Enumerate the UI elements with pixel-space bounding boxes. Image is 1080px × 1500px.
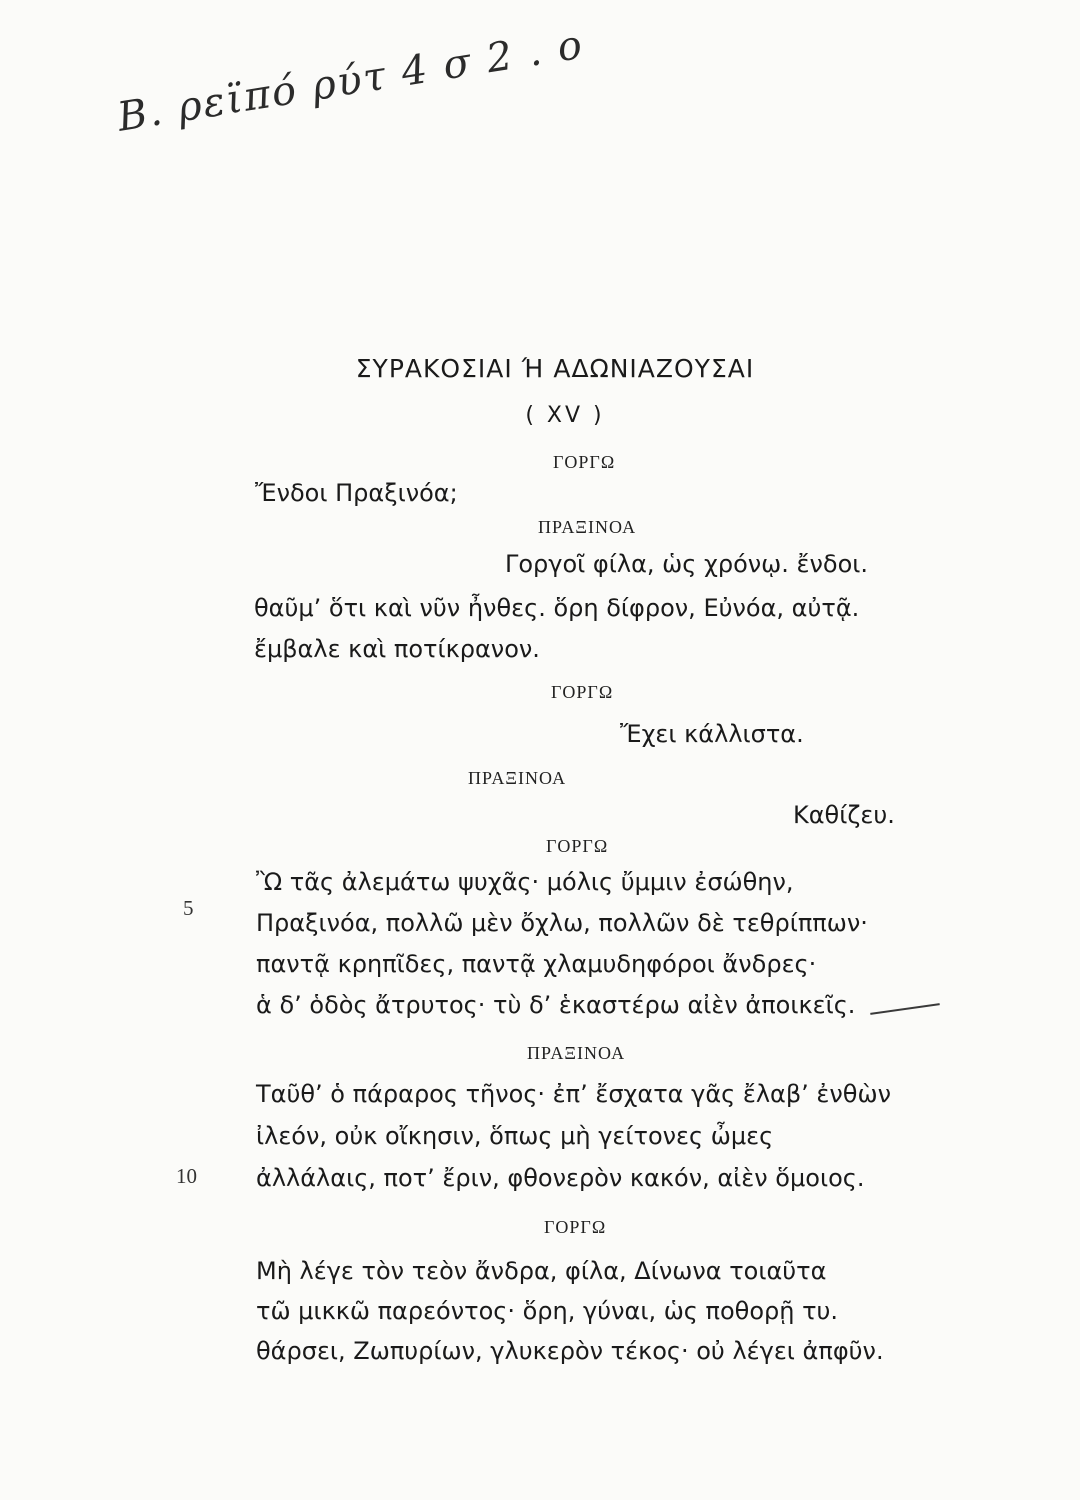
verse-line: Καθίζευ. <box>793 801 895 829</box>
speaker-label: ΠΡΑΞΙΝΟΑ <box>468 768 567 788</box>
verse-line: Ἔνδοι Πραξινόα; <box>255 479 458 507</box>
speaker-label: ΓΟΡΓΩ <box>551 682 614 702</box>
verse-line: ἁ δ’ ὁδὸς ἄτρυτος· τὺ δ’ ἑκαστέρω αἰὲν ἀποικεῖς. <box>256 991 856 1019</box>
page-title: ΣΥΡΑΚΟΣΙΑΙ Ή ΑΔΩΝΙΑΖΟΥΣΑΙ <box>355 354 755 383</box>
verse-line: θαῦμ’ ὅτι καὶ νῦν ἦνθες. ὅρη δίφρον, Εὐνόα, αὐτᾷ. <box>254 594 860 622</box>
verse-line: Ἔχει κάλλιστα. <box>620 720 804 748</box>
speaker-label: ΠΡΑΞΙΝΟΑ <box>527 1043 626 1063</box>
verse-line: ἔμβαλε καὶ ποτίκρανον. <box>254 635 540 663</box>
speaker-label: ΠΡΑΞΙΝΟΑ <box>538 517 637 537</box>
verse-line: Γοργοῖ φίλα, ὡς χρόνῳ. ἔνδοι. <box>505 550 869 578</box>
line-number: 10 <box>176 1164 197 1188</box>
verse-line: Πραξινόα, πολλῶ μὲν ὄχλω, πολλῶν δὲ τεθρίππων· <box>256 909 868 937</box>
verse-line: παντᾷ κρηπῖδες, παντᾷ χλαμυδηφόροι ἄνδρες· <box>256 950 817 978</box>
verse-line: ἀλλάλαις, ποτ’ ἔριν, φθονερὸν κακόν, αἰὲν ὅμοιος. <box>256 1164 865 1192</box>
speaker-label: ΓΟΡΓΩ <box>544 1217 607 1237</box>
handwritten-note: Β. ρεϊπό ρύτ 4 σ 2 . ο <box>114 21 587 141</box>
line-number: 5 <box>183 896 194 920</box>
verse-line: θάρσει, Ζωπυρίων, γλυκερὸν τέκος· οὐ λέγει ἀπφῦν. <box>256 1337 884 1365</box>
page-subtitle: ( XV ) <box>525 403 605 428</box>
verse-line: Ταῦθ’ ὁ πάραρος τῆνος· ἐπ’ ἔσχατα γᾶς ἔλαβ’ ἐνθὼν <box>256 1080 891 1108</box>
speaker-label: ΓΟΡΓΩ <box>546 836 609 856</box>
verse-line: Ὢ τᾶς ἀλεμάτω ψυχᾶς· μόλις ὔμμιν ἐσώθην, <box>256 868 794 896</box>
verse-line: Μὴ λέγε τὸν τεὸν ἄνδρα, φίλα, Δίνωνα τοιαῦτα <box>256 1257 827 1285</box>
verse-line: ἰλεόν, οὐκ οἴκησιν, ὅπως μὴ γείτονες ὦμες <box>256 1122 774 1150</box>
speaker-label: ΓΟΡΓΩ <box>553 452 616 472</box>
verse-line: τῶ μικκῶ παρεόντος· ὅρη, γύναι, ὡς ποθορῇ τυ. <box>256 1297 839 1325</box>
pencil-stroke <box>870 1003 940 1015</box>
